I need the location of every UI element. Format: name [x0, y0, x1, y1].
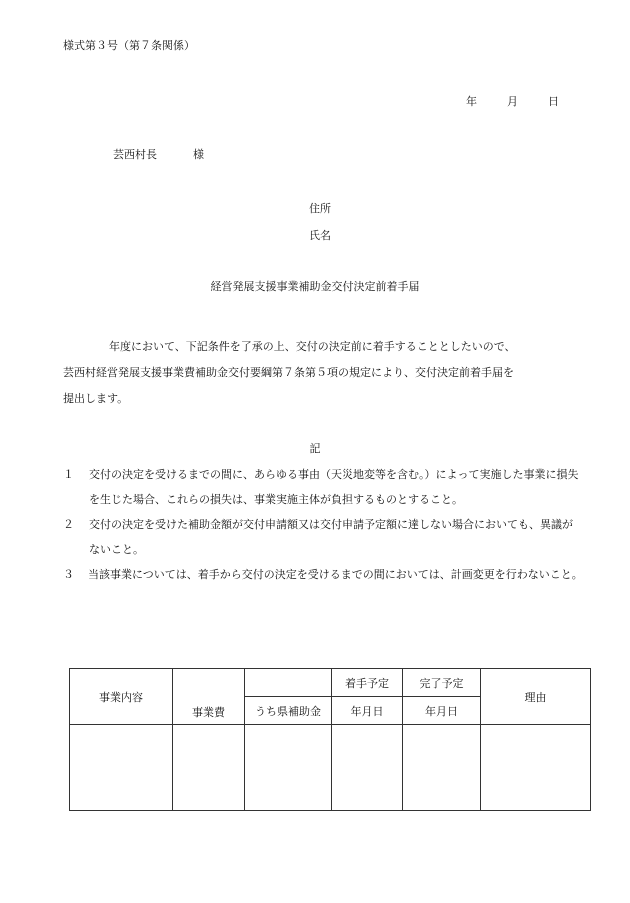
header-cost: 事業費 — [173, 669, 245, 725]
date-day-label: 日 — [548, 95, 559, 108]
header-end-top: 完了予定 — [403, 669, 481, 697]
addressee-honorific: 様 — [193, 148, 204, 161]
date-month-label: 月 — [507, 95, 518, 108]
body-line-3: 提出します。 — [63, 392, 129, 405]
body-paragraph — [63, 334, 583, 412]
header-start-bottom: 年月日 — [332, 697, 403, 725]
header-end-bottom: 年月日 — [403, 697, 481, 725]
address-label: 住所 — [309, 202, 331, 215]
date-line — [466, 95, 559, 109]
cell-cost[interactable] — [173, 725, 245, 811]
addressee — [113, 148, 204, 162]
document-title: 経営発展支援事業補助金交付決定前着手届 — [210, 280, 420, 293]
header-cost-blank — [245, 669, 332, 697]
body-line-2: 芸西村経営発展支援事業費補助金交付要綱第７条第５項の規定により、交付決定前着手届を — [63, 366, 514, 379]
name-label: 氏名 — [309, 229, 331, 242]
condition-item — [63, 562, 583, 587]
project-table — [69, 668, 591, 811]
condition-number: ２ — [63, 518, 74, 531]
cell-pref-subsidy[interactable] — [245, 725, 332, 811]
header-reason: 理由 — [481, 669, 591, 725]
condition-number: ３ — [63, 568, 74, 581]
condition-text: 当該事業については、着手から交付の決定を受けるまでの間においては、計画変更を行わないこと。 — [88, 568, 583, 581]
cell-end-date[interactable] — [403, 725, 481, 811]
header-pref-subsidy: うち県補助金 — [245, 697, 332, 725]
header-content: 事業内容 — [70, 669, 173, 725]
ki-heading: 記 — [309, 442, 321, 455]
body-line-1: 年度において、下記条件を了承の上、交付の決定前に着手することとしたいので、 — [109, 340, 516, 353]
conditions-list — [63, 462, 583, 587]
condition-text: 交付の決定を受けた補助金額が交付申請額又は交付申請予定額に達しない場合においても、異議がないこと。 — [89, 518, 573, 556]
condition-number: １ — [63, 468, 74, 481]
condition-item — [63, 512, 583, 562]
date-year-label: 年 — [466, 95, 477, 108]
cell-content[interactable] — [70, 725, 173, 811]
cell-reason[interactable] — [481, 725, 591, 811]
cell-start-date[interactable] — [332, 725, 403, 811]
header-start-top: 着手予定 — [332, 669, 403, 697]
form-number: 様式第３号（第７条関係） — [63, 39, 195, 52]
condition-item — [63, 462, 583, 512]
addressee-name: 芸西村長 — [113, 148, 157, 161]
condition-text: 交付の決定を受けるまでの間に、あらゆる事由（天災地変等を含む。）によって実施した事業に損失を生じた場合、これらの損失は、事業実施主体が負担するものとすること。 — [89, 468, 579, 506]
